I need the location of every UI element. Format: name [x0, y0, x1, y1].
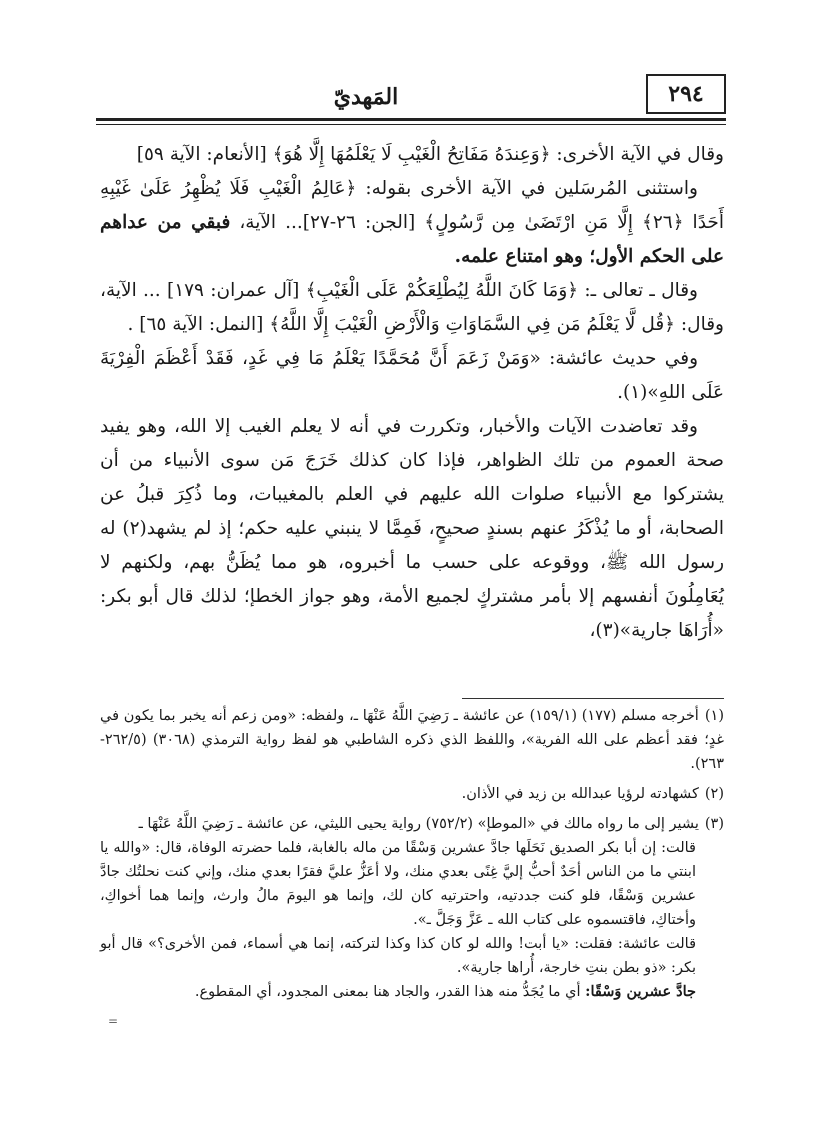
footnote-2	[100, 782, 724, 806]
footnote-3-gloss	[100, 980, 724, 1004]
footnote-number: (٢)	[704, 786, 724, 802]
footnote-text: أخرجه مسلم (١٧٧) (١٥٩/١) عن عائشة ـ رَضِيَ اللَّهُ عَنْهَا ـ، ولفظه: «ومن زعم أنه يخبر بما يكون في غدٍ؛ فقد أعظم على الله الفرية»، واللفظ الذي ذكره الشاطبي هو لفظ رواية الترمذي (٣٠٦٨) (٢٦٢/٥- ٢٦٣).	[100, 708, 724, 772]
footnote-text: كشهادته لرؤيا عبدالله بن زيد في الأذان.	[461, 786, 699, 802]
footnote-3	[100, 812, 724, 836]
footnote-3-dialogue: قالت عائشة: فقلت: «يا أبت! والله لو كان كذا وكذا لتركته، إنما هي أسماء، فمن الأخرى؟» قال أبو بكر: «ذو بطن بنتِ خارجة، أُراها جارية».	[100, 936, 696, 976]
paragraph: وقد تعاضدت الآيات والأخبار، وتكررت في أنه لا يعلم الغيب إلا الله، وهو يفيد صحة العموم من تلك الظواهر، فإذا كان كذلك خَرَجَ مَن سوى الأنبياء من أن يشتركوا مع الأنبياء صلوات الله عليهم في العلم بالمغيبات، وما ذُكِرَ قبلُ عن الصحابة، أو ما يُذْكَرُ عنهم بسندٍ صحيحٍ، فَمِمَّا لا ينبني عليه حكم؛ إذ لم يشهد(٢) له رسول الله ﷺ، ووقوعه على حسب ما أخبروه، هو مما يُظَنُّ بهم، ولكنهم لا يُعَامِلُونَ أنفسهم إلا بأمر مشتركٍ لجميع الأمة، وهو جواز الخطإ؛ لذلك قال أبو بكر: «أُرَاهَا جارية»(٣)،	[100, 416, 725, 641]
paragraph-text: واستثنى المُرسَلين في الآية الأخرى بقوله: ﴿عَالِمُ الْغَيْبِ فَلَا يُظْهِرُ عَلَىٰ غَيْبِهِ أَحَدًا ﴿٢٦﴾ إِلَّا مَنِ ارْتَضَىٰ مِن رَّسُولٍ﴾ [الجن: ٢٦-٢٧]... الآية،	[100, 178, 724, 233]
page-number: ٢٩٤	[646, 74, 726, 114]
footnote-1	[100, 704, 724, 776]
paragraph: وقال في الآية الأخرى: ﴿وَعِندَهُ مَفَاتِحُ الْغَيْبِ لَا يَعْلَمُهَا إِلَّا هُوَ﴾ [الأنعام: الآية ٥٩]	[136, 144, 724, 165]
gloss-text: أي ما يُجَدُّ منه هذا القدر، والجاد هنا بمعنى المجدود، أي المقطوع.	[194, 984, 586, 1000]
running-title: المَهديّ	[333, 84, 399, 110]
gloss-term: جادَّ عشرين وَسْقًا:	[585, 983, 696, 1000]
paragraph: وفي حديث عائشة: «وَمَنْ زَعَمَ أَنَّ مُحَمَّدًا يَعْلَمُ مَا فِي غَدٍ، فَقَدْ أَعْظَمَ الْفِرْيَةَ عَلَى اللهِ»(١).	[100, 348, 724, 403]
paragraph-bold-text: فبقي من عداهم على الحكم الأول؛ وهو امتناع علمه.	[100, 212, 724, 267]
paragraph	[100, 172, 724, 274]
footnote-text: يشير إلى ما رواه مالك في «الموطإ» (٧٥٢/٢) رواية يحيى الليثي، عن عائشة ـ رَضِيَ اللَّهُ عَنْهَا ـ	[138, 816, 699, 832]
scan-mark: =	[108, 1014, 119, 1028]
footnote-number: (١)	[704, 708, 724, 724]
footnote-number: (٣)	[704, 816, 724, 832]
footnote-3-quote: قالت: إن أبا بكر الصديق نَحَلَها جادَّ عشرين وَسْقًا من ماله بالغابة، فلما حضرته الوفاة، قال: «والله يا ابنتي ما من الناس أحَدٌ أحبُّ إليَّ غِنًى بعدي منك، ولا أعَزُّ عليَّ فقرًا بعدي منك، وإني كنت نحلتُك جادَّ عشرين وَسْقًا، فلو كنت جددتيه، واحترتيه كان لك، وإنما هو اليومَ مالُ وارث، وإنما هما أخواكِ، وأختاكِ، فاقتسموه على كتاب الله ـ عَزَّ وَجَلَّ ـ».	[100, 840, 696, 928]
header-rule-thin	[96, 124, 726, 125]
footnote-separator	[462, 698, 724, 699]
paragraph: وقال ـ تعالى ـ: ﴿وَمَا كَانَ اللَّهُ لِيُطْلِعَكُمْ عَلَى الْغَيْبِ﴾ [آل عمران: ١٧٩] ... الآية، وقال: ﴿قُل لَّا يَعْلَمُ مَن فِي السَّمَاوَاتِ وَالْأَرْضِ الْغَيْبَ إِلَّا اللَّهُ﴾ [النمل: الآية ٦٥] .	[100, 280, 724, 335]
main-text	[100, 138, 724, 648]
footnotes	[100, 704, 724, 1004]
page-header	[96, 74, 726, 120]
header-rule-thick	[96, 118, 726, 121]
